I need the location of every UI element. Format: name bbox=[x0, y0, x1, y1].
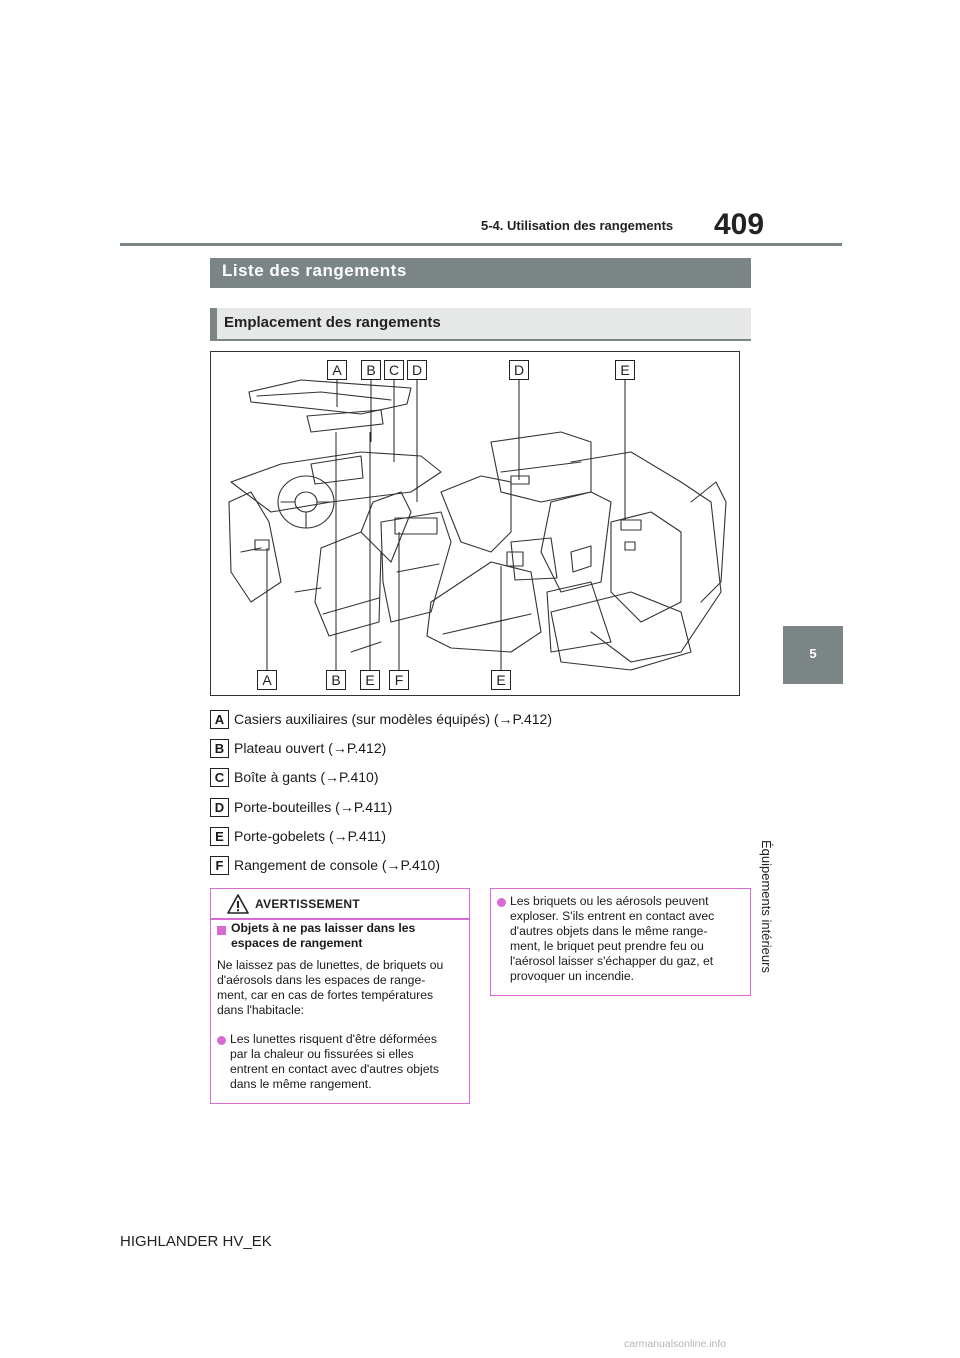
callout-top-d1: D bbox=[407, 360, 427, 380]
warning-triangle-icon bbox=[227, 894, 249, 914]
warning-intro-line: dans l'habitacle: bbox=[217, 1003, 305, 1017]
callout-top-e: E bbox=[615, 360, 635, 380]
warning-intro-line: ment, car en cas de fortes températures bbox=[217, 988, 434, 1002]
callout-bottom-f: F bbox=[389, 670, 409, 690]
leader-lines bbox=[211, 352, 738, 694]
legend-text: Casiers auxiliaires (sur modèles équipés) (→P.412) bbox=[234, 711, 552, 727]
pink-dot-bullet bbox=[497, 898, 506, 907]
callout-top-b: B bbox=[361, 360, 381, 380]
warning-box-continued bbox=[490, 888, 751, 996]
warning-bullet-line: par la chaleur ou fissurées si elles bbox=[230, 1047, 414, 1061]
warning-bullet-line: l'aérosol laisser s'échapper du gaz, et bbox=[510, 954, 714, 968]
warning-bullet-1 bbox=[230, 1032, 439, 1092]
subsection-title: Emplacement des rangements bbox=[224, 314, 441, 331]
interior-illustration bbox=[210, 351, 740, 696]
legend-badge: D bbox=[210, 798, 229, 817]
legend-badge: C bbox=[210, 768, 229, 787]
page-number: 409 bbox=[714, 208, 765, 241]
callout-bottom-e2: E bbox=[491, 670, 511, 690]
legend-text: Plateau ouvert (→P.412) bbox=[234, 740, 387, 756]
warning-intro bbox=[217, 958, 443, 1018]
header-rule bbox=[120, 243, 842, 246]
warning-bullet-line: Les briquets ou les aérosols peuvent bbox=[510, 894, 709, 908]
callout-bottom-a: A bbox=[257, 670, 277, 690]
warning-bullet-2 bbox=[510, 894, 714, 984]
callout-bottom-e1: E bbox=[360, 670, 380, 690]
warning-heading bbox=[217, 921, 462, 951]
warning-bullet-line: provoquer un incendie. bbox=[510, 969, 634, 983]
footer-model-code: HIGHLANDER HV_EK bbox=[120, 1233, 272, 1250]
warning-heading-text: Objets à ne pas laisser dans les espaces de rangement bbox=[231, 921, 416, 950]
callout-top-a: A bbox=[327, 360, 347, 380]
legend-text: Porte-gobelets (→P.411) bbox=[234, 828, 387, 844]
warning-title-rule bbox=[211, 918, 469, 920]
header-section-title: 5-4. Utilisation des rangements bbox=[481, 218, 674, 233]
chapter-title-vertical bbox=[759, 700, 796, 973]
watermark: carmanualsonline.info bbox=[624, 1338, 727, 1350]
legend-text: Porte-bouteilles (→P.411) bbox=[234, 799, 393, 815]
warning-bullet-line: ment, le briquet peut prendre feu ou bbox=[510, 939, 704, 953]
callout-top-d2: D bbox=[509, 360, 529, 380]
warning-title: AVERTISSEMENT bbox=[255, 897, 361, 911]
warning-bullet-line: Les lunettes risquent d'être déformées bbox=[230, 1032, 437, 1046]
warning-bullet-line: entrent en contact avec d'autres objets bbox=[230, 1062, 439, 1076]
section-title: Liste des rangements bbox=[222, 261, 407, 280]
chapter-title-text: Équipements intérieurs bbox=[759, 840, 774, 973]
warning-bullet-line: exploser. S'ils entrent en contact avec bbox=[510, 909, 715, 923]
pink-dot-bullet bbox=[217, 1036, 226, 1045]
chapter-number: 5 bbox=[809, 646, 817, 661]
warning-intro-line: Ne laissez pas de lunettes, de briquets ou bbox=[217, 958, 444, 972]
warning-bullet-line: dans le même rangement. bbox=[230, 1077, 372, 1091]
legend-text: Boîte à gants (→P.410) bbox=[234, 769, 379, 785]
callout-bottom-b: B bbox=[326, 670, 346, 690]
pink-square-bullet bbox=[217, 926, 226, 935]
legend-text: Rangement de console (→P.410) bbox=[234, 857, 440, 873]
warning-intro-line: d'aérosols dans les espaces de range- bbox=[217, 973, 426, 987]
callout-top-c: C bbox=[384, 360, 404, 380]
legend-badge: B bbox=[210, 739, 229, 758]
legend-badge: E bbox=[210, 827, 229, 846]
warning-box bbox=[210, 888, 470, 1104]
warning-bullet-line: d'autres objets dans le même range- bbox=[510, 924, 708, 938]
legend-badge: A bbox=[210, 710, 229, 729]
legend-badge: F bbox=[210, 856, 229, 875]
subsection-rule bbox=[210, 339, 751, 341]
